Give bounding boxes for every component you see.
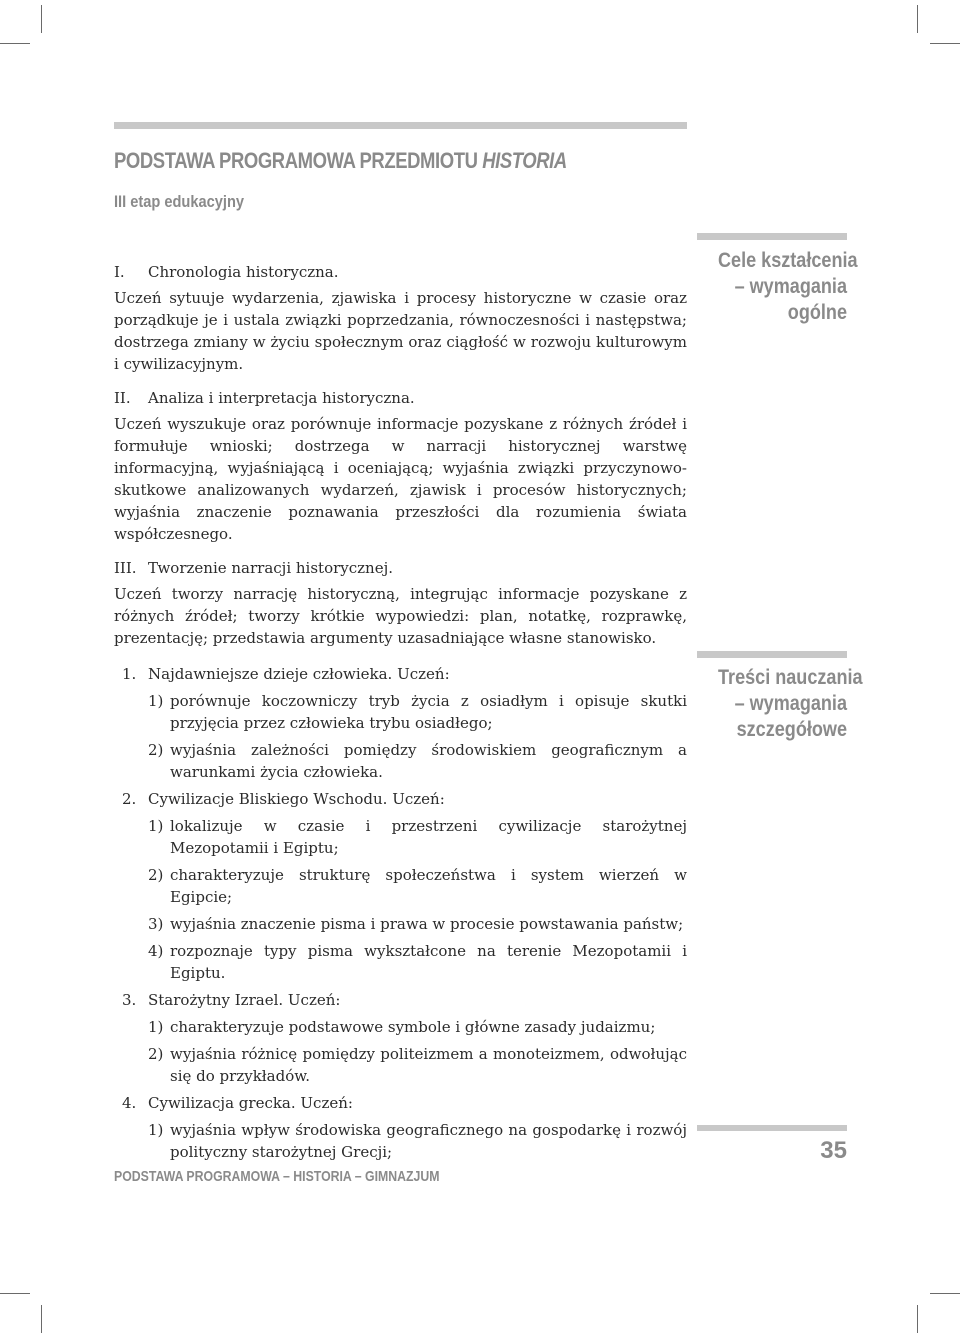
list-item: 2) wyjaśnia zależności pomiędzy środowiskiem geograficznym a warunkami życia człowieka. [148,741,687,781]
list-item: 3) wyjaśnia znaczenie pisma i prawa w procesie powstawania państw; [148,915,684,933]
list-item: 1) charakteryzuje podstawowe symbole i główne zasady judaizmu; [148,1018,656,1036]
crop-mark [917,5,918,33]
topic-heading: 3. Starożytny Izrael. Uczeń: [122,991,341,1009]
page-number: 35 [820,1137,847,1164]
page-number-rule [697,1125,847,1131]
content-section [114,663,687,1168]
topic-heading: 1. Najdawniejsze dzieje człowieka. Uczeń: [122,665,450,683]
crop-mark [0,1293,30,1294]
crop-mark [41,1305,42,1333]
list-item: 2) wyjaśnia różnicę pomiędzy politeizmem a monoteizmem, odwołując się do przykładów. [148,1045,687,1085]
crop-mark [917,1305,918,1333]
crop-mark [930,43,960,44]
goal-text: Uczeń wyszukuje oraz porównuje informacje pozyskane z różnych źródeł i formułuje wnioski; dostrzega w narracji historycznej warstwę informacyjną, wyjaśniającą i oceniającą; wyjaśnia związki przyczynowo-skutkowe analizowanych wydarzeń, zjawisk i procesów historycznych; wyjaśnia znaczenie poznawania przeszłości dla rozumienia świata współczesnego. [114,415,687,543]
list-item: 1) lokalizuje w czasie i przestrzeni cywilizacje starożytnej Mezopotamii i Egiptu; [148,817,687,857]
page-subtitle: III etap edukacyjny [114,192,245,211]
goal-heading: I. Chronologia historyczna. [114,263,339,281]
goal-text: Uczeń sytuuje wydarzenia, zjawiska i procesy historyczne w czasie oraz porządkuje je i ustala związki poprzedzania, równoczesności i następstwa; dostrzega zmiany w życiu społecznym oraz ciągłość w rozwoju kulturowym i cywilizacyjnym. [114,289,687,373]
list-item: 1) wyjaśnia wpływ środowiska geograficznego na gospodarkę i rozwój polityczny starożytnej Grecji; [148,1121,687,1161]
goal-text: Uczeń tworzy narrację historyczną, integrując informacje pozyskane z różnych źródeł; tworzy krótkie wypowiedzi: plan, notatkę, rozprawkę, prezentację; przedstawia argumenty uzasadniające własne stanowisko. [114,585,687,647]
list-item: 1) porównuje koczowniczy tryb życia z osiadłym i opisuje skutki przyjęcia przez człowieka trybu osiadłego; [148,692,687,732]
footer-title: PODSTAWA PROGRAMOWA – HISTORIA – GIMNAZJUM [114,1168,440,1185]
crop-mark [930,1293,960,1294]
topic-heading: 4. Cywilizacja grecka. Uczeń: [122,1094,353,1112]
list-item: 2) charakteryzuje strukturę społeczeństwa i system wierzeń w Egipcie; [148,866,687,906]
sidebar-label-goals: Cele kształcenia – wymagania ogólne [718,249,858,324]
sidebar-rule-content [697,651,847,658]
goal-heading: III. Tworzenie narracji historycznej. [114,559,394,577]
header-rule [114,122,687,129]
goal-heading: II. Analiza i interpretacja historyczna. [114,389,415,407]
list-item: 4) rozpoznaje typy pisma wykształcone na terenie Mezopotamii i Egiptu. [148,942,687,982]
sidebar-label-content: Treści nauczania – wymagania szczegółowe [718,666,863,741]
sidebar-rule-goals [697,233,847,240]
crop-mark [41,5,42,33]
page-title: PODSTAWA PROGRAMOWA PRZEDMIOTU HISTORIA [114,148,567,173]
crop-mark [0,43,30,44]
goals-section [114,261,687,649]
topic-heading: 2. Cywilizacje Bliskiego Wschodu. Uczeń: [122,790,445,808]
